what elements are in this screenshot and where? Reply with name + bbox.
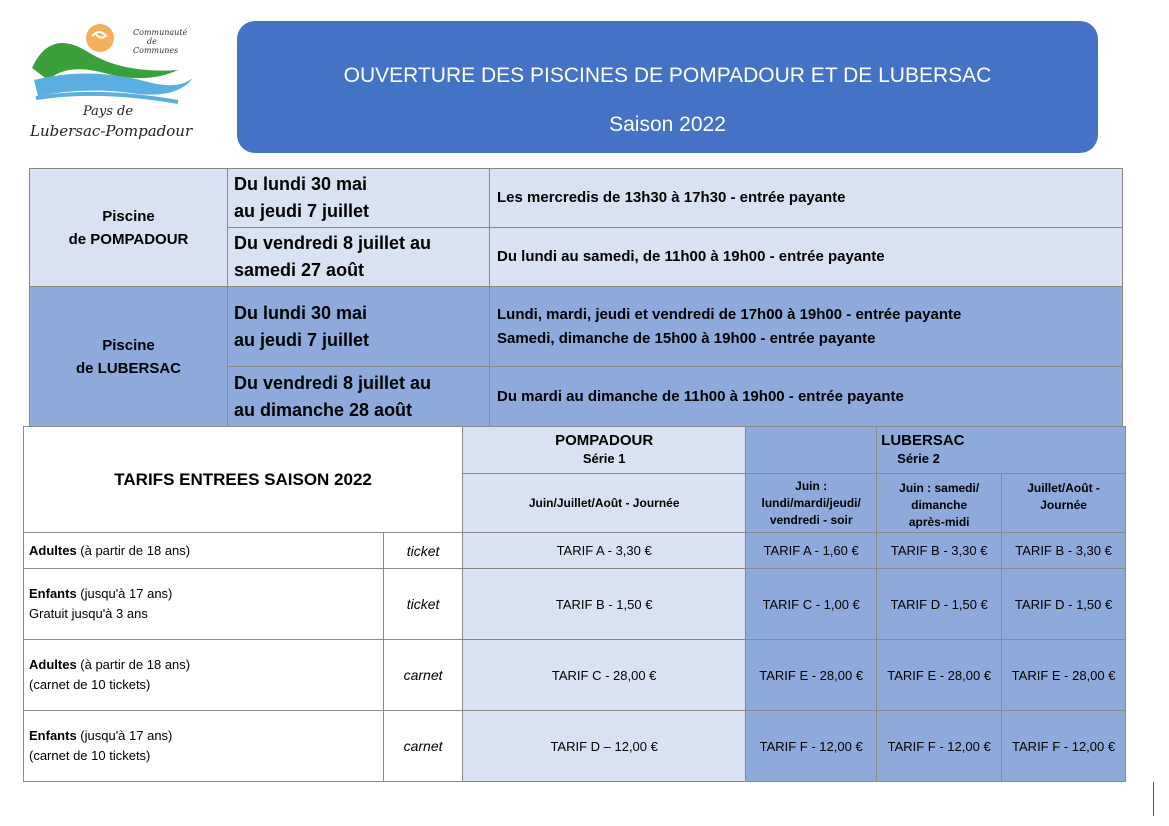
lubersac-price-3: TARIF D - 1,50 € [1002,569,1126,640]
hours-cell: Du lundi au samedi, de 11h00 à 19h00 - entrée payante [490,228,1123,287]
tarifs-header-row [24,427,1126,474]
lubersac-price-2: TARIF B - 3,30 € [877,533,1002,569]
table-row [24,569,1126,640]
pompadour-price: TARIF B - 1,50 € [463,569,746,640]
lubersac-col2-header: Juin : samedi/ dimanche après-midi [877,474,1002,533]
kind-cell: ticket [384,533,463,569]
pool-label: Piscine [102,336,155,354]
lubersac-price-3: TARIF E - 28,00 € [1002,640,1126,711]
lubersac-col3-header: Juillet/Août - Journée [1002,474,1126,533]
hours-cell: Les mercredis de 13h30 à 17h30 - entrée payante [490,169,1123,228]
table-row [24,711,1126,782]
period-cell: Du vendredi 8 juillet au samedi 27 août [228,228,490,287]
banner-season: Saison 2022 [609,113,726,136]
hours-cell: Lundi, mardi, jeudi et vendredi de 17h00 à 19h00 - entrée payante Samedi, dimanche de 15h00 à 19h00 - entrée payante [490,287,1123,367]
pompadour-price: TARIF C - 28,00 € [463,640,746,711]
lubersac-col1-header: Juin : lundi/mardi/jeudi/ vendredi - soir [746,474,877,533]
lubersac-price-3: TARIF B - 3,30 € [1002,533,1126,569]
hours-cell: Du mardi au dimanche de 11h00 à 19h00 - entrée payante [490,367,1123,427]
kind-cell: ticket [384,569,463,640]
table-row [24,533,1126,569]
lubersac-price-2: TARIF E - 28,00 € [877,640,1002,711]
tarifs-table [23,426,1126,782]
lubersac-price-1: TARIF C - 1,00 € [746,569,877,640]
banner-title: OUVERTURE DES PISCINES DE POMPADOUR ET DE LUBERSAC [343,64,992,87]
category-cell: Enfants (jusqu'à 17 ans) Gratuit jusqu'à 3 ans [24,569,384,640]
schedule-row [30,287,1123,367]
lubersac-price-2: TARIF F - 12,00 € [877,711,1002,782]
logo-line2: de [147,37,157,46]
schedule-row [30,169,1123,228]
logo-line5: Lubersac-Pompadour [30,122,193,140]
community-logo [28,18,198,146]
kind-cell: carnet [384,640,463,711]
lubersac-price-3: TARIF F - 12,00 € [1002,711,1126,782]
logo-line3: Communes [133,46,179,55]
lubersac-header: LUBERSAC Série 2 [877,427,1126,474]
schedule-table [29,168,1123,427]
pompadour-price: TARIF A - 3,30 € [463,533,746,569]
category-cell: Adultes (à partir de 18 ans) (carnet de 10 tickets) [24,640,384,711]
pompadour-header: POMPADOUR Série 1 [463,427,746,474]
lubersac-price-1: TARIF A - 1,60 € [746,533,877,569]
pompadour-col-header: Juin/Juillet/Août - Journée [463,474,746,533]
lubersac-price-1: TARIF F - 12,00 € [746,711,877,782]
pool-name: de POMPADOUR [68,230,189,248]
pool-name: de LUBERSAC [75,359,181,377]
logo-line4: Pays de [83,104,134,119]
kind-cell: carnet [384,711,463,782]
page-edge-line [1153,782,1154,816]
category-cell: Enfants (jusqu'à 17 ans) (carnet de 10 tickets) [24,711,384,782]
pool-pompadour [30,169,228,287]
lubersac-price-1: TARIF E - 28,00 € [746,640,877,711]
lubersac-header-spacer [746,427,877,474]
logo-text-top [133,28,187,55]
pompadour-price: TARIF D – 12,00 € [463,711,746,782]
lubersac-price-2: TARIF D - 1,50 € [877,569,1002,640]
logo-line1: Communauté [133,28,188,37]
period-cell: Du lundi 30 mai au jeudi 7 juillet [228,287,490,367]
table-row [24,640,1126,711]
period-cell: Du lundi 30 mai au jeudi 7 juillet [228,169,490,228]
period-cell: Du vendredi 8 juillet au au dimanche 28 août [228,367,490,427]
tarifs-title: TARIFS ENTREES SAISON 2022 [24,427,463,533]
pool-label: Piscine [102,207,155,225]
category-cell: Adultes (à partir de 18 ans) [24,533,384,569]
pool-lubersac [30,287,228,427]
title-banner [237,21,1098,153]
